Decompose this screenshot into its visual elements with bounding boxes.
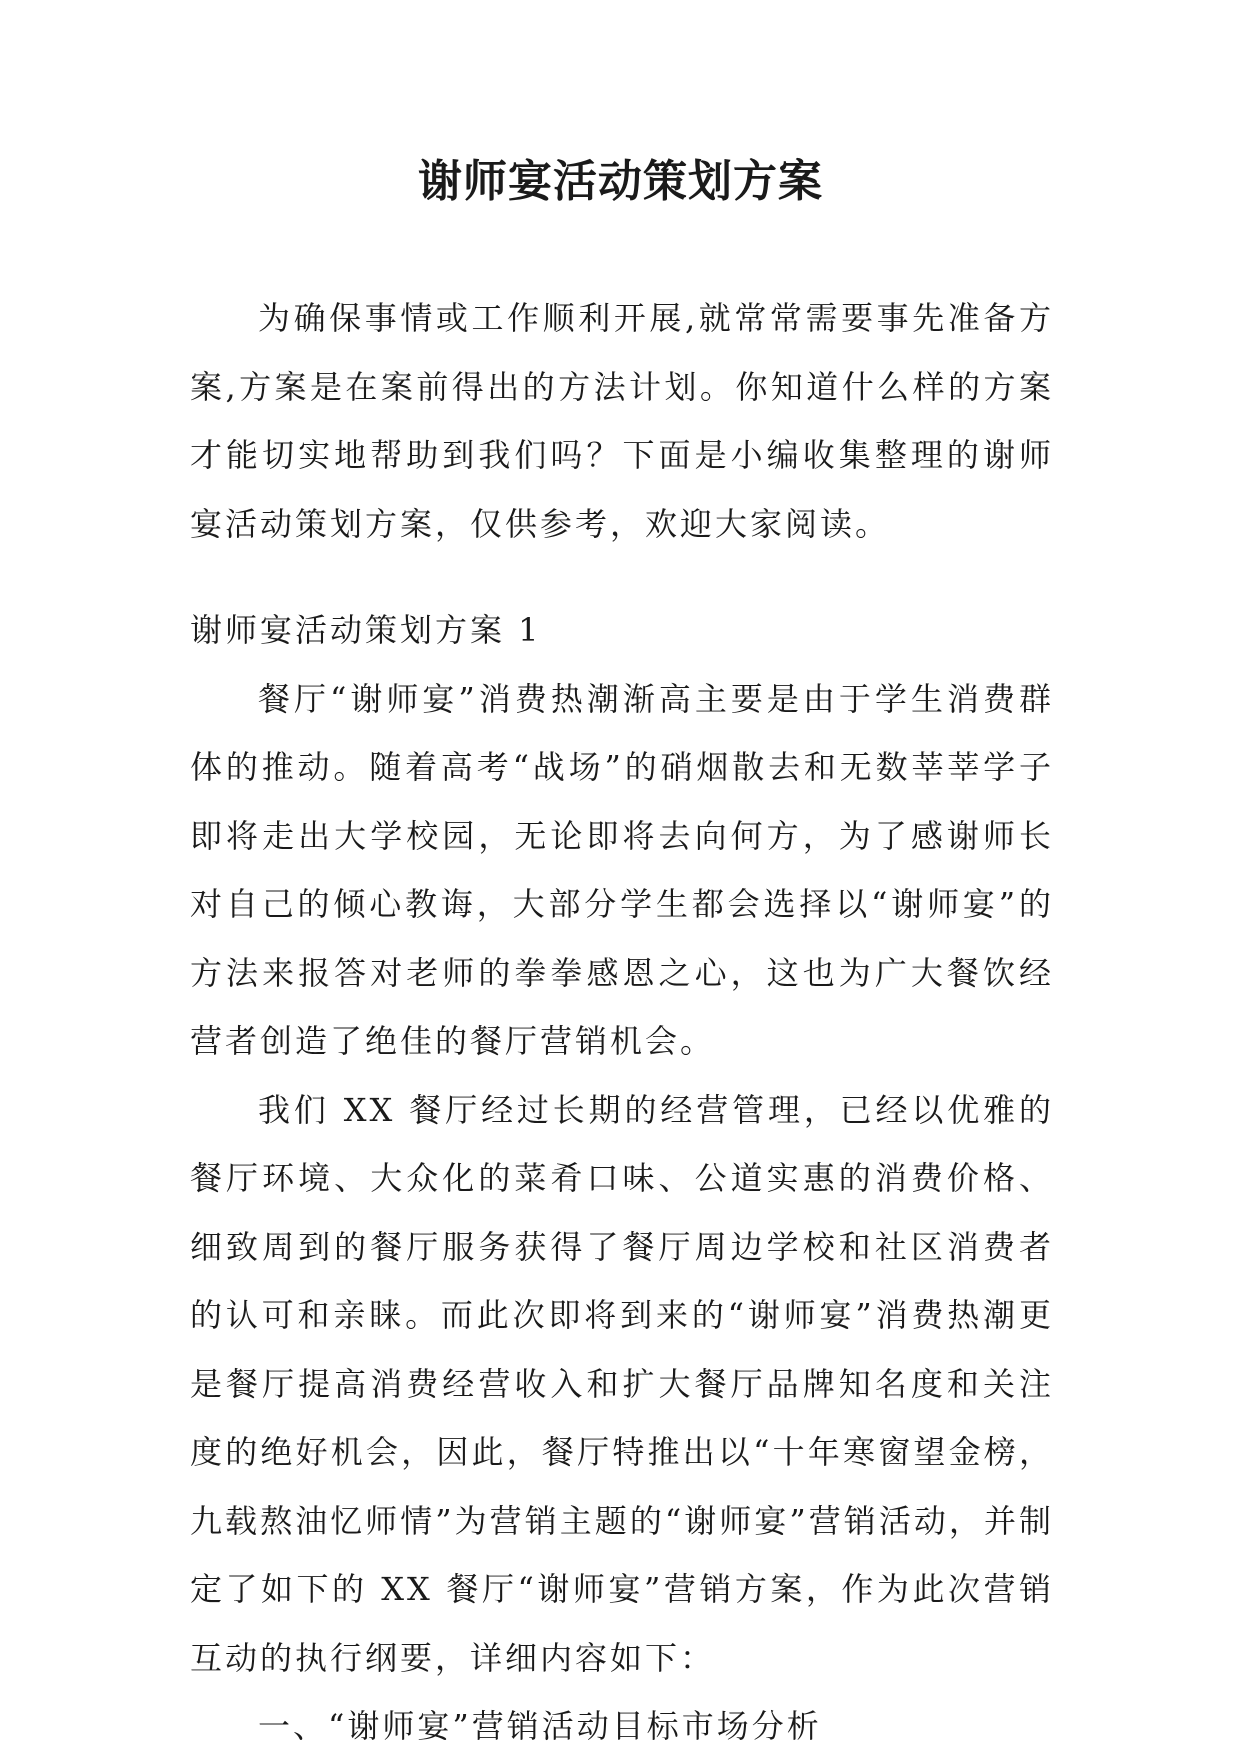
body-paragraph-1: 餐厅“谢师宴”消费热潮渐高主要是由于学生消费群体的推动。随着高考“战场”的硝烟散去和无数莘莘学子即将走出大学校园，无论即将去向何方，为了感谢师长对自己的倾心教诲，大部分学生都会选择以“谢师宴”的方法来报答对老师的拳拳感恩之心，这也为广大餐饮经营者创造了绝佳的餐厅营销机会。 (190, 679, 1054, 1060)
document-title: 谢师宴活动策划方案 (418, 156, 823, 207)
document-body (190, 284, 1054, 1761)
body-paragraph-2: 我们 XX 餐厅经过长期的经营管理，已经以优雅的餐厅环境、大众化的菜肴口味、公道实惠的消费价格、细致周到的餐厅服务获得了餐厅周边学校和社区消费者的认可和亲睐。而此次即将到来的“谢师宴”消费热潮更是餐厅提高消费经营收入和扩大餐厅品牌知名度和关注度的绝好机会，因此，餐厅特推出以“十年寒窗望金榜，九载熬油忆师情”为营销主题的“谢师宴”营销活动，并制定了如下的 XX 餐厅“谢师宴”营销方案，作为此次营销互动的执行纲要，详细内容如下： (190, 1090, 1054, 1677)
intro-paragraph: 为确保事情或工作顺利开展,就常常需要事先准备方案,方案是在案前得出的方法计划。你知道什么样的方案才能切实地帮助到我们吗？下面是小编收集整理的谢师宴活动策划方案，仅供参考，欢迎大家阅读。 (190, 299, 1054, 543)
section-heading: 谢师宴活动策划方案 1 (190, 611, 542, 649)
subheading-1: 一、“谢师宴”营销活动目标市场分析 (258, 1707, 822, 1745)
